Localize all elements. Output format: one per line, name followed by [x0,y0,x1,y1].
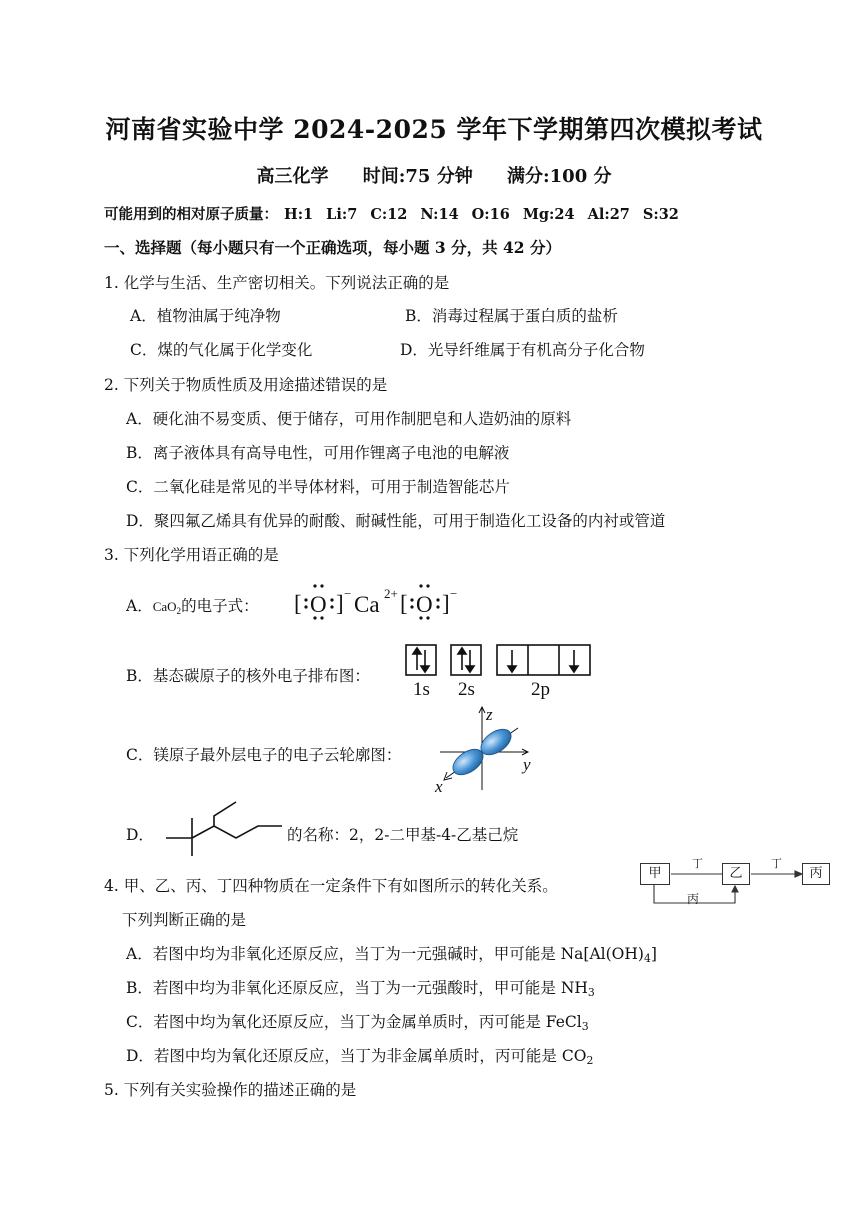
orbital-box-1s [406,645,436,675]
electron-dot [436,605,439,608]
cao2-electron-formula [292,582,472,622]
question-3-option-a [126,594,259,616]
atomic-mass-item: N:14 [420,206,459,223]
axis-label-x: x [435,777,443,796]
option-d-text: D．若图中均为氧化还原反应，当丁为非金属单质时，丙可能是 CO [126,1047,587,1065]
score-label: 满分:100 分 [507,166,612,187]
option-a-subscript: 4 [643,952,651,965]
question-2-option-b: B．离子液体具有高导电性，可用作锂离子电池的电解液 [126,444,510,462]
question-5-stem: 5. 下列有关实验操作的描述正确的是 [104,1081,357,1099]
option-a-prefix: A． [126,597,153,615]
cao2-text: CaO [152,599,177,614]
orbital-label-1s: 1s [413,679,430,700]
option-a-suffix: 的电子式： [181,597,259,615]
exam-subtitle [0,162,868,188]
option-b-subscript: 3 [587,986,595,999]
orbital-label-2p: 2p [531,679,550,700]
question-2-stem: 2. 下列关于物质性质及用途描述错误的是 [104,376,388,394]
question-1-option-b: B．消毒过程属于蛋白质的盐析 [405,307,618,325]
electron-dot [313,584,316,587]
electron-dot [304,598,307,601]
peroxide-charge-2: − [450,586,458,601]
label-ding-1: 丁 [692,857,703,870]
oxygen-symbol-1: O [310,592,327,617]
electron-dot [410,605,413,608]
question-4-option-a [126,942,657,965]
bracket-left-2: [ [400,591,408,616]
carbon-orbital-diagram [402,643,596,703]
electron-dot-structure [292,582,472,622]
skeletal-formula [162,800,287,862]
atomic-mass-item: Li:7 [326,206,358,223]
electron-dot [330,598,333,601]
node-jia: 甲 [640,863,670,885]
node-yi: 乙 [722,863,750,885]
atomic-mass-line [104,203,692,224]
x-axis-arrow [444,772,452,780]
option-c-subscript: 3 [581,1020,589,1033]
hydrocarbon-skeleton [162,800,287,858]
electron-dot [320,584,323,587]
question-1-option-a: A．植物油属于纯净物 [130,307,281,325]
question-2-option-c: C．二氧化硅是常见的半导体材料，可用于制造智能芯片 [126,478,510,496]
question-1-option-c: C．煤的气化属于化学变化 [130,341,313,359]
question-3-option-b: B．基态碳原子的核外电子排布图： [126,667,370,685]
option-b-text: B．若图中均为非氧化还原反应，当丁为一元强酸时，甲可能是 NH [126,979,588,997]
ethyl-branch [214,802,236,826]
option-d-subscript: 2 [586,1054,594,1067]
atomic-mass-item: Al:27 [587,206,630,223]
p-orbital-figure [430,704,540,796]
option-a-text: A．若图中均为非氧化还原反应，当丁为一元强碱时，甲可能是 Na[Al(OH) [126,945,644,963]
conversion-diagram [638,855,833,910]
calcium-symbol: Ca [354,592,380,617]
oxygen-symbol-2: O [416,592,433,617]
question-3-option-c: C．镁原子最外层电子的电子云轮廓图： [126,746,402,764]
electron-cloud-diagram [430,704,540,796]
question-2-option-d: D．聚四氟乙烯具有优异的耐酸、耐碱性能，可用于制造化工设备的内衬或管道 [126,512,666,530]
question-4-stem-2: 下列判断正确的是 [122,911,247,929]
main-chain [192,826,282,838]
question-3-stem: 3. 下列化学用语正确的是 [104,546,279,564]
atomic-mass-item: O:16 [471,206,510,223]
peroxide-charge-1: − [344,586,352,601]
arrowhead [732,886,738,892]
atomic-mass-item: S:32 [642,206,679,223]
question-3-option-d-text: 的名称：2，2-二甲基-4-乙基己烷 [287,826,519,844]
electron-dot [330,605,333,608]
question-4-option-b [126,976,595,999]
question-1-option-d: D．光导纤维属于有机高分子化合物 [400,341,645,359]
label-bing-bottom: 丙 [687,892,700,906]
section-heading: 一、选择题（每小题只有一个正确选项，每小题 3 分，共 42 分） [104,238,561,257]
node-bing: 丙 [802,863,830,885]
bracket-left-1: [ [294,591,302,616]
electron-dot [426,584,429,587]
option-c-text: C．若图中均为氧化还原反应，当丁为金属单质时，丙可能是 FeCl [126,1013,582,1031]
question-2-option-a: A．硬化油不易变质、便于储存，可用作制肥皂和人造奶油的原料 [126,410,572,428]
axis-label-z: z [486,705,493,724]
bracket-right-2: ] [442,591,450,616]
option-a-close: ] [650,945,657,963]
cao2-subscript: 2 [176,606,182,616]
axis-label-y: y [523,755,531,774]
electron-dot [419,584,422,587]
cao2-formula [153,599,181,614]
orbital-label-2s: 2s [458,679,475,700]
atomic-mass-item: Mg:24 [522,206,575,223]
atomic-mass-item: H:1 [284,206,314,223]
atomic-mass-item: C:12 [370,206,408,223]
bracket-right-1: ] [336,591,344,616]
time-label: 时间:75 分钟 [362,166,473,187]
question-4-option-c [126,1010,589,1033]
label-ding-2: 丁 [771,857,782,870]
exam-title: 河南省实验中学 2024-2025 学年下学期第四次模拟考试 [105,115,763,144]
atomic-mass-label: 可能用到的相对原子质量： [104,206,278,223]
question-3-option-d-prefix: D． [126,826,154,844]
electron-dot [436,598,439,601]
arrowhead [795,871,802,877]
orbital-boxes [402,643,596,677]
question-1-stem: 1. 化学与生活、生产密切相关。下列说法正确的是 [104,274,450,292]
calcium-charge: 2+ [384,586,398,601]
orbital-box-2s [451,645,481,675]
question-4-option-d [126,1044,593,1067]
subject-label: 高三化学 [256,166,329,187]
electron-dot [304,605,307,608]
electron-dot [410,598,413,601]
question-4-stem-1: 4. 甲、乙、丙、丁四种物质在一定条件下有如图所示的转化关系。 [104,877,558,895]
